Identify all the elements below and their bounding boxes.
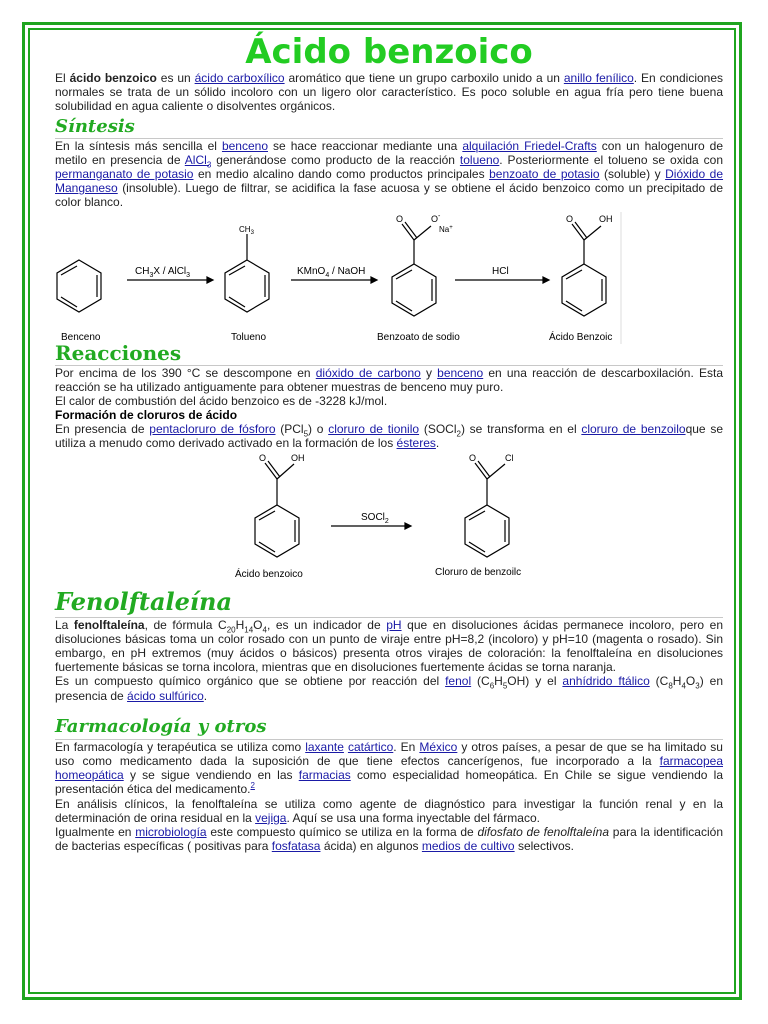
text: . En <box>393 739 420 754</box>
socl2-reagent <box>361 512 389 525</box>
benzoyl-chloride-ring <box>465 461 509 557</box>
link-fosfatasa[interactable]: fosfatasa <box>271 839 321 854</box>
acido-label: Ácido Benzoic <box>549 331 613 343</box>
toluene-ring <box>225 234 269 312</box>
text: 3 <box>250 229 254 236</box>
reagent-1 <box>135 266 190 279</box>
synthesis-scheme-diagram <box>55 212 723 344</box>
link-anhidrido-ftalico[interactable]: anhídrido ftálico <box>562 674 650 689</box>
text: selectivos. <box>514 839 574 854</box>
link-acido-sulfurico[interactable]: ácido sulfúrico <box>127 688 204 703</box>
text: Por encima de los 390 °C se descompone en <box>55 365 316 380</box>
link-pentacloruro[interactable]: pentacloruro de fósforo <box>149 422 276 437</box>
link-farmacopea[interactable]: farmacopea <box>659 754 723 769</box>
benzoato-label: Benzoato de sodio <box>377 331 460 343</box>
text: O <box>431 213 439 224</box>
text: 3 <box>186 271 191 279</box>
fenolftaleina-paragraph <box>55 618 723 675</box>
heading-fenolftaleina: Fenolftaleína <box>55 587 723 618</box>
text: O <box>685 674 696 689</box>
text: CH <box>239 224 251 234</box>
text: y <box>420 365 438 380</box>
farmacologia-paragraph <box>55 740 723 797</box>
text: en medio alcalino dando como productos principales <box>193 167 490 182</box>
text: como especialidad homeopática. En Chile se sigue vendiendo la presentación ética del medicamento. <box>55 768 723 797</box>
benzene-ring <box>57 260 101 312</box>
text: que se utiliza a menudo como derivado activado en la formación de los <box>55 422 723 451</box>
combustion-line: El calor de combustión del ácido benzoico es de -3228 kJ/mol. <box>55 394 388 409</box>
page-title: Ácido benzoico <box>245 32 533 72</box>
text: O <box>253 617 263 632</box>
link-mexico[interactable]: México <box>419 739 458 754</box>
text: / NaOH <box>329 265 366 277</box>
text: . <box>203 688 208 703</box>
link-homeopatica[interactable]: homeopática <box>55 768 124 783</box>
text: ) en presencia de <box>55 674 723 703</box>
link-acido-carboxilico[interactable]: ácido carboxílico <box>194 71 285 85</box>
text: y otros países, a pesar de que se ha limitado su uso como medicamento dada la suposición de que tiene efectos cancerígenos, fue incorporado a la <box>55 739 723 769</box>
benzoic-acid-ring <box>255 461 299 557</box>
link-fenol[interactable]: fenol <box>445 674 472 689</box>
text: (soluble) y <box>599 167 666 182</box>
sintesis-paragraph <box>55 139 723 210</box>
text: En la síntesis más sencilla el <box>55 138 222 153</box>
text: Igualmente en <box>55 825 136 840</box>
fenolftaleina-synthesis-paragraph <box>55 674 723 702</box>
text: que en disoluciones ácidas permanece incoloro, pero en disoluciones básicas toma un color rosado con un punto de viraje entre pH=8,2 (incoloro) y pH=10 (magenta o rosado). Sin embargo, en pH extremos (muy ácidos o básicos) presenta otros virajes de coloración: la fenolftaleína en disoluciones fuertemente básicas se torna incolora, mientras que en disoluciones fuertemente ácidas se torna naranja. <box>55 617 723 675</box>
bold-term: ácido benzoico <box>69 71 157 85</box>
heading-sintesis: Síntesis <box>55 116 723 139</box>
benzoic-acid-ring <box>562 222 606 316</box>
subscript: 5 <box>303 429 309 439</box>
link-benzoato-potasio[interactable]: benzoato de potasio <box>489 167 600 182</box>
reagent-3: HCl <box>492 265 509 277</box>
reacciones-paragraph <box>55 366 723 394</box>
text: con un halogenuro de metilo en presencia de <box>55 138 724 167</box>
benzoate-ring <box>392 222 436 316</box>
sodium-label <box>439 225 453 234</box>
text: , es un indicador de <box>266 617 387 632</box>
link-cloruro-benzoilo[interactable]: cloruro de benzoilo <box>581 422 686 437</box>
oxygen-minus-label <box>431 213 441 224</box>
link-cloruro-tionilo[interactable]: cloruro de tionilo <box>328 422 420 437</box>
analisis-paragraph <box>55 797 723 825</box>
text: CH <box>135 265 150 277</box>
subscript: 14 <box>244 625 254 635</box>
text: En presencia de <box>55 422 150 437</box>
italic-term: difosfato de fenolftaleína <box>477 825 610 840</box>
text: se hace reaccionar mediante una <box>268 138 463 153</box>
text: aromático que tiene un grupo carboxilo unido a un <box>284 71 564 85</box>
text: 3 <box>149 271 154 279</box>
link-vejiga[interactable]: vejiga <box>255 810 287 825</box>
benceno-label: Benceno <box>61 331 101 343</box>
subscript: 5 <box>502 681 508 691</box>
text: En farmacología y terapéutica se utiliza como <box>55 739 306 754</box>
oxygen-label: O <box>566 213 574 224</box>
subscript: 3 <box>695 681 700 691</box>
text: . <box>435 436 440 451</box>
text: , de fórmula C <box>144 617 227 632</box>
link-benceno[interactable]: benceno <box>221 138 268 153</box>
chlorine-label: Cl <box>505 452 514 463</box>
acido-benzoico-label: Ácido benzoico <box>235 568 303 580</box>
text: (C <box>471 674 490 689</box>
heading-reacciones: Reacciones <box>55 341 723 366</box>
text: . Posteriormente el tolueno se oxida con <box>499 152 723 167</box>
text: Es un compuesto químico orgánico que se obtiene por reacción del <box>55 674 446 689</box>
text: En análisis clínicos, la fenolftaleína se utiliza como agente de diagnóstico para investigar la función renal y en la determinación de orina residual en la <box>55 796 723 825</box>
text: ácida) en algunos <box>320 839 422 854</box>
subscript: 3 <box>206 160 212 170</box>
text: AlCl <box>184 152 207 167</box>
link-dioxido-carbono[interactable]: dióxido de carbono <box>315 365 421 380</box>
oxygen-label: O <box>259 452 267 463</box>
subscript: 6 <box>489 681 495 691</box>
microbiologia-paragraph <box>55 825 723 853</box>
subscript: 8 <box>668 681 673 691</box>
subscript: 4 <box>262 625 267 635</box>
reference-link[interactable]: 2 <box>250 781 255 791</box>
subscript: 20 <box>226 625 236 635</box>
text: 4 <box>325 271 330 279</box>
text: generándose como producto de la reacción <box>211 152 460 167</box>
link-anillo-fenilico[interactable]: anillo fenílico <box>563 71 634 85</box>
text: X / AlCl <box>153 265 187 277</box>
text: La <box>55 617 74 632</box>
link-catartico[interactable]: catártico <box>347 739 394 754</box>
text: H <box>494 674 503 689</box>
hydroxyl-label: OH <box>599 213 613 224</box>
text: (C <box>649 674 669 689</box>
hydroxyl-label: OH <box>291 452 305 463</box>
link-microbiologia[interactable]: microbiología <box>135 825 207 840</box>
text: (SOCl <box>419 422 457 437</box>
text: SOCl <box>361 511 385 523</box>
link-benceno-2[interactable]: benceno <box>437 365 484 380</box>
text: H <box>235 617 245 632</box>
text: KMnO <box>297 265 326 277</box>
text: este compuesto químico se utiliza en la forma de <box>206 825 478 840</box>
acyl-chloride-scheme-diagram <box>55 451 723 581</box>
text: . En condiciones normales se trata de un sólido incoloro con un ligero olor característico. Es poco soluble en agua fría pero tiene buena solubilidad en agua caliente o disolventes orgánicos. <box>55 71 724 114</box>
link-permanganato[interactable]: permanganato de potasio <box>55 167 194 182</box>
reagent-2 <box>297 266 365 279</box>
text: + <box>449 224 453 231</box>
link-alquilacion[interactable]: alquilación Friedel-Crafts <box>462 138 597 153</box>
text: H <box>672 674 682 689</box>
text: para la identificación de bacterias específicas ( positivas para <box>55 825 723 854</box>
link-dioxido-manganeso[interactable]: Dióxido de Manganeso <box>55 167 724 196</box>
text: y se sigue vendiendo en las <box>123 768 299 783</box>
text: (insoluble). Luego de filtrar, se acidifica la fase acuosa y se obtiene el ácido benzoico como un precipitado de color blanco. <box>55 181 723 210</box>
text: (PCl <box>275 422 304 437</box>
text: ) se transforma en el <box>460 422 582 437</box>
text: en una reacción de descarboxilación. Esta reacción se ha utilizado antiguamente para obtener muestras de benceno muy puro. <box>55 365 723 394</box>
link-ph[interactable]: pH <box>386 617 402 632</box>
tolueno-label: Tolueno <box>231 331 267 343</box>
text: . Aquí se usa una forma inyectable del fármaco. <box>286 810 540 825</box>
cloruros-paragraph <box>55 422 723 450</box>
link-tolueno[interactable]: tolueno <box>459 152 500 167</box>
text: - <box>438 212 441 220</box>
text: El <box>55 71 70 85</box>
text: Na <box>439 224 450 234</box>
text: OH) y el <box>507 674 563 689</box>
document-body <box>55 32 723 853</box>
subscript: 4 <box>681 681 686 691</box>
oxygen-label: O <box>469 452 477 463</box>
text: ) o <box>308 422 329 437</box>
cloruro-benzoilo-label: Cloruro de benzoilc <box>435 566 522 578</box>
link-medios-cultivo[interactable]: medios de cultivo <box>421 839 515 854</box>
heading-farmacologia: Farmacología y otros <box>55 715 723 740</box>
subheading-cloruros: Formación de cloruros de ácido <box>55 408 238 423</box>
subscript: 2 <box>456 429 461 439</box>
intro-paragraph <box>55 71 723 114</box>
link-alcl3[interactable] <box>184 152 212 170</box>
bold-term: fenolftaleína <box>73 617 145 632</box>
link-laxante[interactable]: laxante <box>305 739 344 754</box>
link-farmacias[interactable]: farmacias <box>298 768 351 783</box>
oxygen-label: O <box>396 213 404 224</box>
text: 2 <box>384 517 389 525</box>
text: es un <box>156 71 195 85</box>
link-esteres[interactable]: ésteres <box>396 436 436 451</box>
